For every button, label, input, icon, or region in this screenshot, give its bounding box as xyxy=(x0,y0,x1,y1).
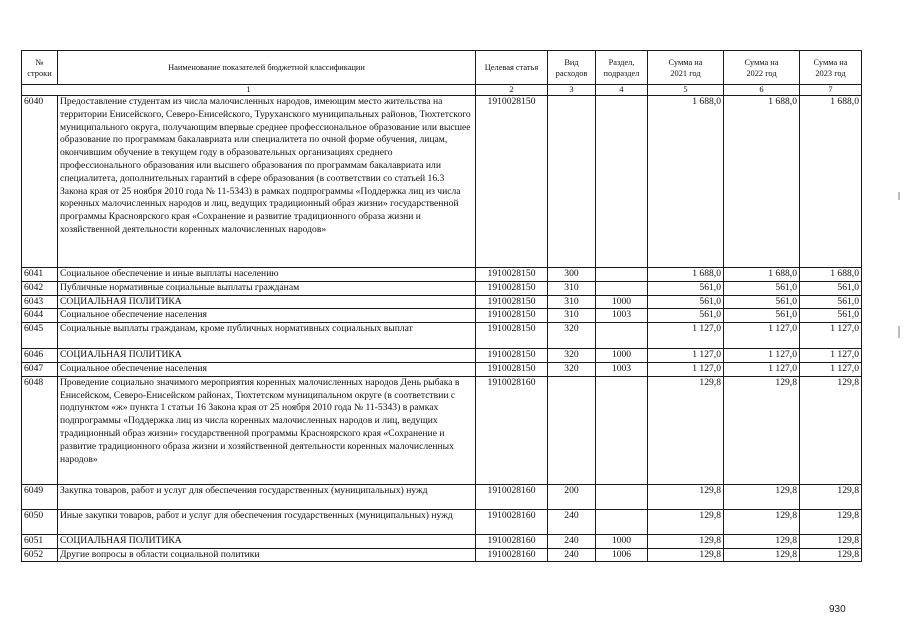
row-number: 6040 xyxy=(22,96,58,268)
row-expense-type: 320 xyxy=(548,349,596,363)
col-header-target-item: Целевая статья xyxy=(476,51,548,85)
row-target-item: 1910028150 xyxy=(476,295,548,309)
row-expense-type xyxy=(548,96,596,268)
table-row xyxy=(22,323,862,349)
table-row xyxy=(22,295,862,309)
column-number: 4 xyxy=(596,85,648,96)
row-expense-type: 240 xyxy=(548,534,596,548)
row-section xyxy=(596,323,648,349)
row-expense-type: 200 xyxy=(548,484,596,509)
col-header-row-number: № строки xyxy=(22,51,58,85)
row-target-item: 1910028150 xyxy=(476,362,548,376)
row-target-item: 1910028150 xyxy=(476,268,548,282)
row-number: 6048 xyxy=(22,376,58,484)
row-name: Иные закупки товаров, работ и услуг для обеспечения государственных (муниципальных) нужд xyxy=(58,509,476,534)
row-name: Другие вопросы в области социальной политики xyxy=(58,548,476,562)
row-sum-2022: 1 688,0 xyxy=(724,268,800,282)
row-expense-type: 310 xyxy=(548,309,596,323)
row-number: 6044 xyxy=(22,309,58,323)
row-number: 6050 xyxy=(22,509,58,534)
table-row xyxy=(22,349,862,363)
row-sum-2021: 1 688,0 xyxy=(648,96,724,268)
row-expense-type xyxy=(548,376,596,484)
row-sum-2023: 561,0 xyxy=(800,281,862,295)
table-row xyxy=(22,268,862,282)
row-sum-2021: 1 127,0 xyxy=(648,362,724,376)
row-sum-2022: 129,8 xyxy=(724,484,800,509)
row-name: Проведение социально значимого мероприятия коренных малочисленных народов День рыбака в Енисейском, Северо-Енисейском районах, Тюхтетском муниципальном округе (в соответствии с подпунктом «ж» пункта 1 статьи 16 Закона края от 25 ноября 2010 года № 11-5343) в рамках подпрограммы «Поддержка лиц из числа коренных малочисленных народов и лиц, ведущих традиционный образ жизни» государственной программы Красноярского края «Сохранение и развитие традиционного образа жизни и хозяйственной деятельности коренных малочисленных народов» xyxy=(58,376,476,484)
row-section: 1006 xyxy=(596,548,648,562)
row-sum-2021: 561,0 xyxy=(648,295,724,309)
column-number: 3 xyxy=(548,85,596,96)
row-expense-type: 240 xyxy=(548,548,596,562)
row-sum-2021: 561,0 xyxy=(648,281,724,295)
row-number: 6052 xyxy=(22,548,58,562)
row-sum-2021: 129,8 xyxy=(648,509,724,534)
row-expense-type: 300 xyxy=(548,268,596,282)
col-header-sum-2021: Сумма на 2021 год xyxy=(648,51,724,85)
row-target-item: 1910028150 xyxy=(476,309,548,323)
row-sum-2023: 1 127,0 xyxy=(800,349,862,363)
row-sum-2023: 561,0 xyxy=(800,295,862,309)
row-target-item: 1910028150 xyxy=(476,96,548,268)
row-section xyxy=(596,281,648,295)
row-section: 1000 xyxy=(596,349,648,363)
row-name: Социальное обеспечение населения xyxy=(58,362,476,376)
row-name: СОЦИАЛЬНАЯ ПОЛИТИКА xyxy=(58,534,476,548)
page-number: 930 xyxy=(829,604,846,615)
table-row xyxy=(22,484,862,509)
row-number: 6045 xyxy=(22,323,58,349)
row-name: Социальное обеспечение и иные выплаты населению xyxy=(58,268,476,282)
row-target-item: 1910028150 xyxy=(476,349,548,363)
row-sum-2021: 1 127,0 xyxy=(648,349,724,363)
row-section: 1000 xyxy=(596,534,648,548)
row-name: Публичные нормативные социальные выплаты гражданам xyxy=(58,281,476,295)
row-sum-2023: 129,8 xyxy=(800,509,862,534)
row-target-item: 1910028150 xyxy=(476,281,548,295)
row-sum-2021: 1 688,0 xyxy=(648,268,724,282)
row-sum-2023: 1 688,0 xyxy=(800,268,862,282)
row-sum-2023: 129,8 xyxy=(800,376,862,484)
row-name: Закупка товаров, работ и услуг для обеспечения государственных (муниципальных) нужд xyxy=(58,484,476,509)
row-number: 6047 xyxy=(22,362,58,376)
row-sum-2023: 1 127,0 xyxy=(800,323,862,349)
header-row xyxy=(22,51,862,85)
col-header-sum-2023: Сумма на 2023 год xyxy=(800,51,862,85)
row-sum-2021: 1 127,0 xyxy=(648,323,724,349)
row-sum-2021: 129,8 xyxy=(648,548,724,562)
row-number: 6046 xyxy=(22,349,58,363)
row-section: 1003 xyxy=(596,309,648,323)
row-target-item: 1910028160 xyxy=(476,376,548,484)
row-sum-2022: 1 688,0 xyxy=(724,96,800,268)
row-number: 6041 xyxy=(22,268,58,282)
row-sum-2021: 129,8 xyxy=(648,484,724,509)
row-expense-type: 240 xyxy=(548,509,596,534)
column-number: 5 xyxy=(648,85,724,96)
row-section xyxy=(596,509,648,534)
row-target-item: 1910028160 xyxy=(476,509,548,534)
table-row xyxy=(22,281,862,295)
row-target-item: 1910028160 xyxy=(476,534,548,548)
row-name: СОЦИАЛЬНАЯ ПОЛИТИКА xyxy=(58,349,476,363)
row-section xyxy=(596,268,648,282)
table-row xyxy=(22,362,862,376)
row-sum-2022: 1 127,0 xyxy=(724,349,800,363)
row-sum-2023: 129,8 xyxy=(800,484,862,509)
table-row xyxy=(22,376,862,484)
budget-table xyxy=(21,50,862,562)
row-name: Социальные выплаты гражданам, кроме публичных нормативных социальных выплат xyxy=(58,323,476,349)
row-sum-2022: 561,0 xyxy=(724,281,800,295)
column-number: 6 xyxy=(724,85,800,96)
scan-edge-mark xyxy=(898,326,900,338)
row-sum-2022: 561,0 xyxy=(724,295,800,309)
table-row xyxy=(22,96,862,268)
row-sum-2022: 129,8 xyxy=(724,534,800,548)
row-number: 6049 xyxy=(22,484,58,509)
row-name: Социальное обеспечение населения xyxy=(58,309,476,323)
row-section: 1003 xyxy=(596,362,648,376)
row-expense-type: 320 xyxy=(548,323,596,349)
row-sum-2022: 561,0 xyxy=(724,309,800,323)
col-header-sum-2022: Сумма на 2022 год xyxy=(724,51,800,85)
row-sum-2023: 1 688,0 xyxy=(800,96,862,268)
row-sum-2021: 129,8 xyxy=(648,376,724,484)
column-number: 7 xyxy=(800,85,862,96)
col-header-expense-type: Вид расходов xyxy=(548,51,596,85)
col-header-section: Раздел, подраздел xyxy=(596,51,648,85)
row-sum-2023: 129,8 xyxy=(800,548,862,562)
col-header-name: Наименование показателей бюджетной классификации xyxy=(58,51,476,85)
row-number: 6042 xyxy=(22,281,58,295)
row-name: Предоставление студентам из числа малочисленных народов, имеющим место жительства на территории Енисейского, Северо-Енисейского, Туруханского муниципальных районов, Тюхтетского муниципального округа, получающим впервые среднее профессиональное образование или высшее образование по программам бакалавриата или специалитета по очной форме обучения, лицам, окончившим обучение в текущем году в образовательных организациях среднего профессионального образования или высшего образования по программам бакалавриата или специалитета, дополнительных гарантий в сфере образования (в соответствии со статьей 16.3 Закона края от 25 ноября 2010 года № 11-5343) в рамках подпрограммы «Поддержка лиц из числа коренных малочисленных народов и лиц, ведущих традиционный образ жизни» государственной программы Красноярского края «Сохранение и развитие традиционного образа жизни и хозяйственной деятельности коренных малочисленных народов» xyxy=(58,96,476,268)
column-number-row xyxy=(22,85,862,96)
row-sum-2023: 561,0 xyxy=(800,309,862,323)
row-sum-2021: 129,8 xyxy=(648,534,724,548)
row-target-item: 1910028160 xyxy=(476,484,548,509)
row-section xyxy=(596,376,648,484)
row-sum-2022: 1 127,0 xyxy=(724,323,800,349)
row-target-item: 1910028160 xyxy=(476,548,548,562)
column-number: 2 xyxy=(476,85,548,96)
row-section xyxy=(596,96,648,268)
scan-edge-mark xyxy=(898,192,900,200)
row-name: СОЦИАЛЬНАЯ ПОЛИТИКА xyxy=(58,295,476,309)
row-section xyxy=(596,484,648,509)
row-sum-2023: 1 127,0 xyxy=(800,362,862,376)
row-expense-type: 310 xyxy=(548,295,596,309)
row-sum-2021: 561,0 xyxy=(648,309,724,323)
table-row xyxy=(22,534,862,548)
row-expense-type: 310 xyxy=(548,281,596,295)
row-sum-2022: 129,8 xyxy=(724,548,800,562)
row-number: 6051 xyxy=(22,534,58,548)
row-number: 6043 xyxy=(22,295,58,309)
row-section: 1000 xyxy=(596,295,648,309)
table-row xyxy=(22,509,862,534)
row-target-item: 1910028150 xyxy=(476,323,548,349)
row-sum-2022: 129,8 xyxy=(724,509,800,534)
table-row xyxy=(22,548,862,562)
row-sum-2022: 129,8 xyxy=(724,376,800,484)
column-number: 1 xyxy=(22,85,476,96)
table-row xyxy=(22,309,862,323)
row-sum-2022: 1 127,0 xyxy=(724,362,800,376)
row-expense-type: 320 xyxy=(548,362,596,376)
row-sum-2023: 129,8 xyxy=(800,534,862,548)
